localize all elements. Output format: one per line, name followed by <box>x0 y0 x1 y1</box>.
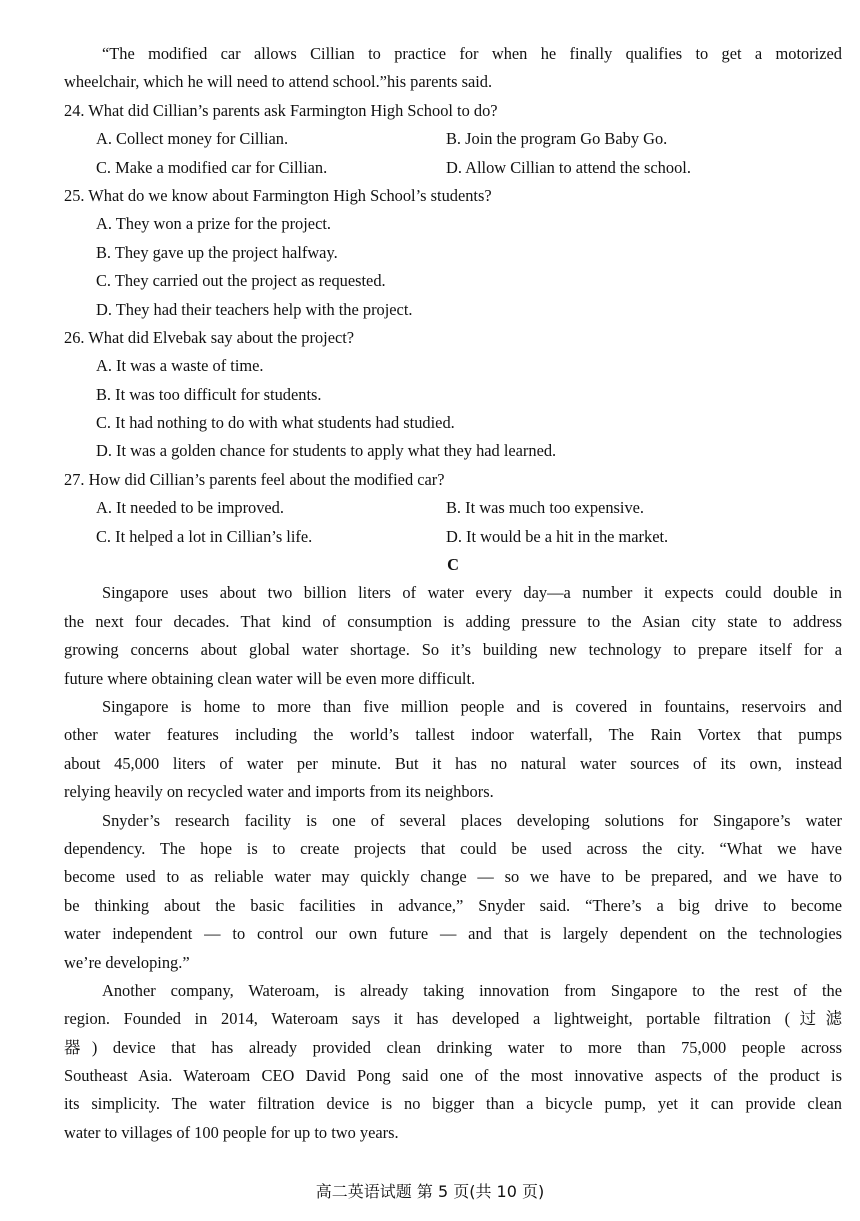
option-a: A. They won a prize for the project. <box>96 214 331 234</box>
text-line: wheelchair, which he will need to attend school.”his parents said. <box>64 72 493 92</box>
option-b: B. It was too difficult for students. <box>96 384 322 404</box>
question-24 <box>64 97 842 182</box>
option-a: A. Collect money for Cillian. <box>96 129 289 149</box>
question-25 <box>64 182 842 324</box>
option-c: C. Make a modified car for Cillian. <box>96 157 328 177</box>
text-line: water to villages of 100 people for up to two years. <box>64 1122 399 1142</box>
text-line: “The modified car allows Cillian to practice for when he finally qualifies to get a motorized <box>102 44 842 63</box>
option-b: B. It was much too expensive. <box>446 498 645 518</box>
question-stem: 26. What did Elvebak say about the project? <box>64 327 355 347</box>
text-line: region. Founded in 2014, Wateroam says it has developed a lightweight, portable filtration (过滤 <box>64 1009 842 1029</box>
passage-c <box>64 579 842 1147</box>
question-26 <box>64 324 842 466</box>
text-line: Singapore is home to more than five million people and is covered in fountains, reservoirs and <box>102 696 842 716</box>
option-c: C. It had nothing to do with what students had studied. <box>96 413 455 433</box>
option-row <box>64 523 842 551</box>
option-d: D. Allow Cillian to attend the school. <box>446 157 691 177</box>
option-row <box>64 125 842 153</box>
option-c: C. It helped a lot in Cillian’s life. <box>96 526 313 546</box>
text-line: water independent — to control our own future — and that is largely dependent on the technologies <box>64 924 842 944</box>
text-line: Southeast Asia. Wateroam CEO David Pong said one of the most innovative aspects of the product is <box>64 1066 842 1086</box>
question-stem: 27. How did Cillian’s parents feel about the modified car? <box>64 469 445 489</box>
option-c: C. They carried out the project as requested. <box>96 271 386 291</box>
text-line: be thinking about the basic facilities in advance,” Snyder said. “There’s a big drive to become <box>64 895 842 915</box>
text-line: Another company, Wateroam, is already taking innovation from Singapore to the rest of the <box>102 980 842 1000</box>
option-d: D. It was a golden chance for students to apply what they had learned. <box>96 441 557 461</box>
text-line: 器) device that has already provided clean drinking water to more than 75,000 people across <box>64 1037 842 1057</box>
option-b: B. They gave up the project halfway. <box>96 242 338 262</box>
option-a: A. It needed to be improved. <box>96 498 284 518</box>
text-line: the next four decades. That kind of consumption is adding pressure to the Asian city state to address <box>64 611 842 631</box>
text-line: Singapore uses about two billion liters of water every day—a number it expects could double in <box>102 583 842 603</box>
exam-page <box>64 40 842 1147</box>
paragraph-2 <box>64 693 842 807</box>
text-line: its simplicity. The water filtration device is no bigger than a bicycle pump, yet it can provide clean <box>64 1094 842 1114</box>
paragraph-4 <box>64 977 842 1147</box>
option-a: A. It was a waste of time. <box>96 356 264 376</box>
option-d: D. It would be a hit in the market. <box>446 526 669 546</box>
option-row <box>64 154 842 182</box>
text-line: relying heavily on recycled water and imports from its neighbors. <box>64 782 494 802</box>
page-footer: 高二英语试题 第 5 页(共 10 页) <box>315 1182 545 1201</box>
text-line: other water features including the world’s tallest indoor waterfall, The Rain Vortex that pumps <box>64 725 842 745</box>
text-line: become used to as reliable water may quickly change — so we have to be prepared, and we have to <box>64 867 842 887</box>
previous-passage-ending <box>64 40 842 97</box>
text-line: growing concerns about global water shortage. So it’s building new technology to prepare itself for a <box>64 640 842 660</box>
question-27 <box>64 466 842 551</box>
option-row <box>64 494 842 522</box>
option-b: B. Join the program Go Baby Go. <box>446 129 668 149</box>
text-line: future where obtaining clean water will be even more difficult. <box>64 668 476 688</box>
text-line: dependency. The hope is to create projects that could be used across the city. “What we have <box>64 838 842 858</box>
section-heading: C <box>447 555 459 575</box>
question-stem: 25. What do we know about Farmington High School’s students? <box>64 185 492 205</box>
text-line: we’re developing.” <box>64 952 190 972</box>
paragraph-1 <box>64 579 842 693</box>
option-d: D. They had their teachers help with the project. <box>96 299 413 319</box>
paragraph-3 <box>64 807 842 977</box>
question-stem: 24. What did Cillian’s parents ask Farmington High School to do? <box>64 100 498 120</box>
text-line: Snyder’s research facility is one of several places developing solutions for Singapore’s water <box>102 810 842 830</box>
text-line: about 45,000 liters of water per minute. But it has no natural water sources of its own, instead <box>64 753 842 773</box>
